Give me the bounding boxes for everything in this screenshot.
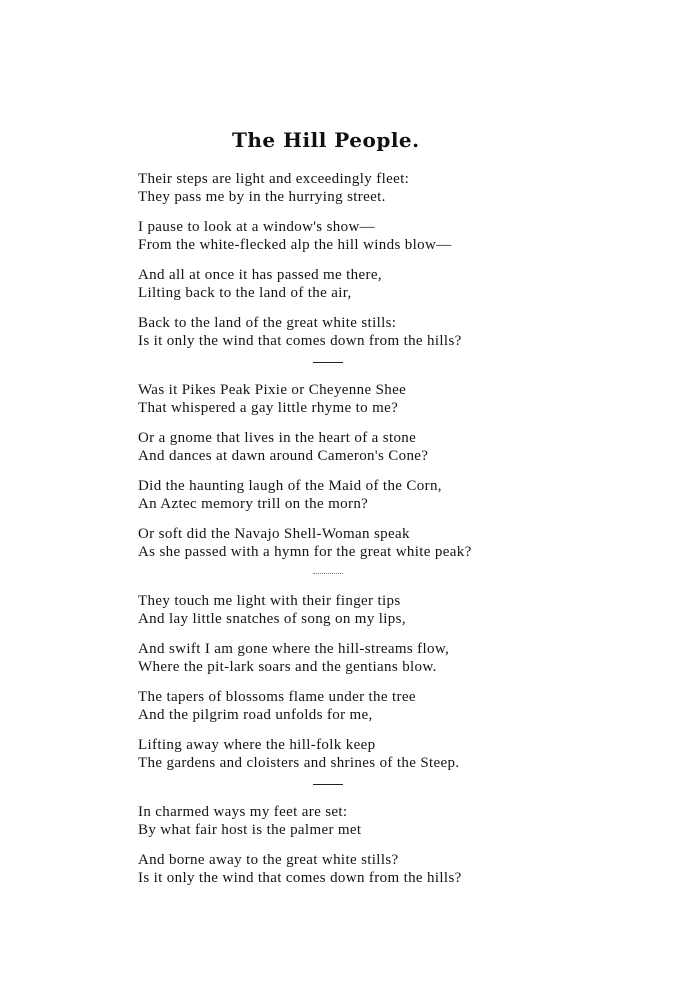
poem-line: And the pilgrim road unfolds for me, xyxy=(138,707,373,723)
poem-line: Is it only the wind that comes down from the hills? xyxy=(138,870,462,886)
stanza xyxy=(138,429,528,465)
poem-line: Back to the land of the great white stills: xyxy=(138,315,397,331)
poem-line: Their steps are light and exceedingly fleet: xyxy=(138,171,410,187)
poem-line: Where the pit-lark soars and the gentians blow. xyxy=(138,659,437,675)
stanza xyxy=(138,477,528,513)
poem-line: As she passed with a hymn for the great white peak? xyxy=(138,544,472,560)
stanza xyxy=(138,266,528,302)
poem-title: The Hill People. xyxy=(232,128,420,152)
poem-line: Lifting away where the hill-folk keep xyxy=(138,737,376,753)
stanza xyxy=(138,314,528,350)
poem-line: And dances at dawn around Cameron's Cone? xyxy=(138,448,429,464)
poem-line: Was it Pikes Peak Pixie or Cheyenne Shee xyxy=(138,382,407,398)
poem-section xyxy=(138,592,528,772)
stanza xyxy=(138,803,528,839)
stanza xyxy=(138,525,528,561)
poem-line: Is it only the wind that comes down from the hills? xyxy=(138,333,462,349)
poem-line: The tapers of blossoms flame under the tree xyxy=(138,689,416,705)
poem-line: Or a gnome that lives in the heart of a stone xyxy=(138,430,417,446)
poem-line: That whispered a gay little rhyme to me? xyxy=(138,400,399,416)
section-divider xyxy=(313,362,343,363)
poem-line: By what fair host is the palmer met xyxy=(138,822,362,838)
section-divider xyxy=(313,573,343,574)
stanza xyxy=(138,688,528,724)
poem-line: Did the haunting laugh of the Maid of the Corn, xyxy=(138,478,442,494)
poem-line: And borne away to the great white stills? xyxy=(138,852,399,868)
stanza xyxy=(138,170,528,206)
poem-section xyxy=(138,803,528,887)
stanza xyxy=(138,592,528,628)
stanza xyxy=(138,381,528,417)
poem-line: An Aztec memory trill on the morn? xyxy=(138,496,369,512)
poem-line: And lay little snatches of song on my lips, xyxy=(138,611,406,627)
section-divider xyxy=(313,784,343,785)
poem-line: In charmed ways my feet are set: xyxy=(138,804,348,820)
poem-line: From the white-flecked alp the hill winds blow— xyxy=(138,237,452,253)
poem-section xyxy=(138,170,528,350)
poem-body xyxy=(138,170,528,899)
poem-line: I pause to look at a window's show— xyxy=(138,219,376,235)
stanza xyxy=(138,736,528,772)
poem-line: Lilting back to the land of the air, xyxy=(138,285,352,301)
stanza xyxy=(138,640,528,676)
poem-line: The gardens and cloisters and shrines of the Steep. xyxy=(138,755,460,771)
poem-section xyxy=(138,381,528,561)
stanza xyxy=(138,851,528,887)
poem-line: And all at once it has passed me there, xyxy=(138,267,382,283)
poem-line: Or soft did the Navajo Shell-Woman speak xyxy=(138,526,410,542)
stanza xyxy=(138,218,528,254)
poem-line: They touch me light with their finger tips xyxy=(138,593,401,609)
poem-line: And swift I am gone where the hill-streams flow, xyxy=(138,641,450,657)
poem-line: They pass me by in the hurrying street. xyxy=(138,189,386,205)
